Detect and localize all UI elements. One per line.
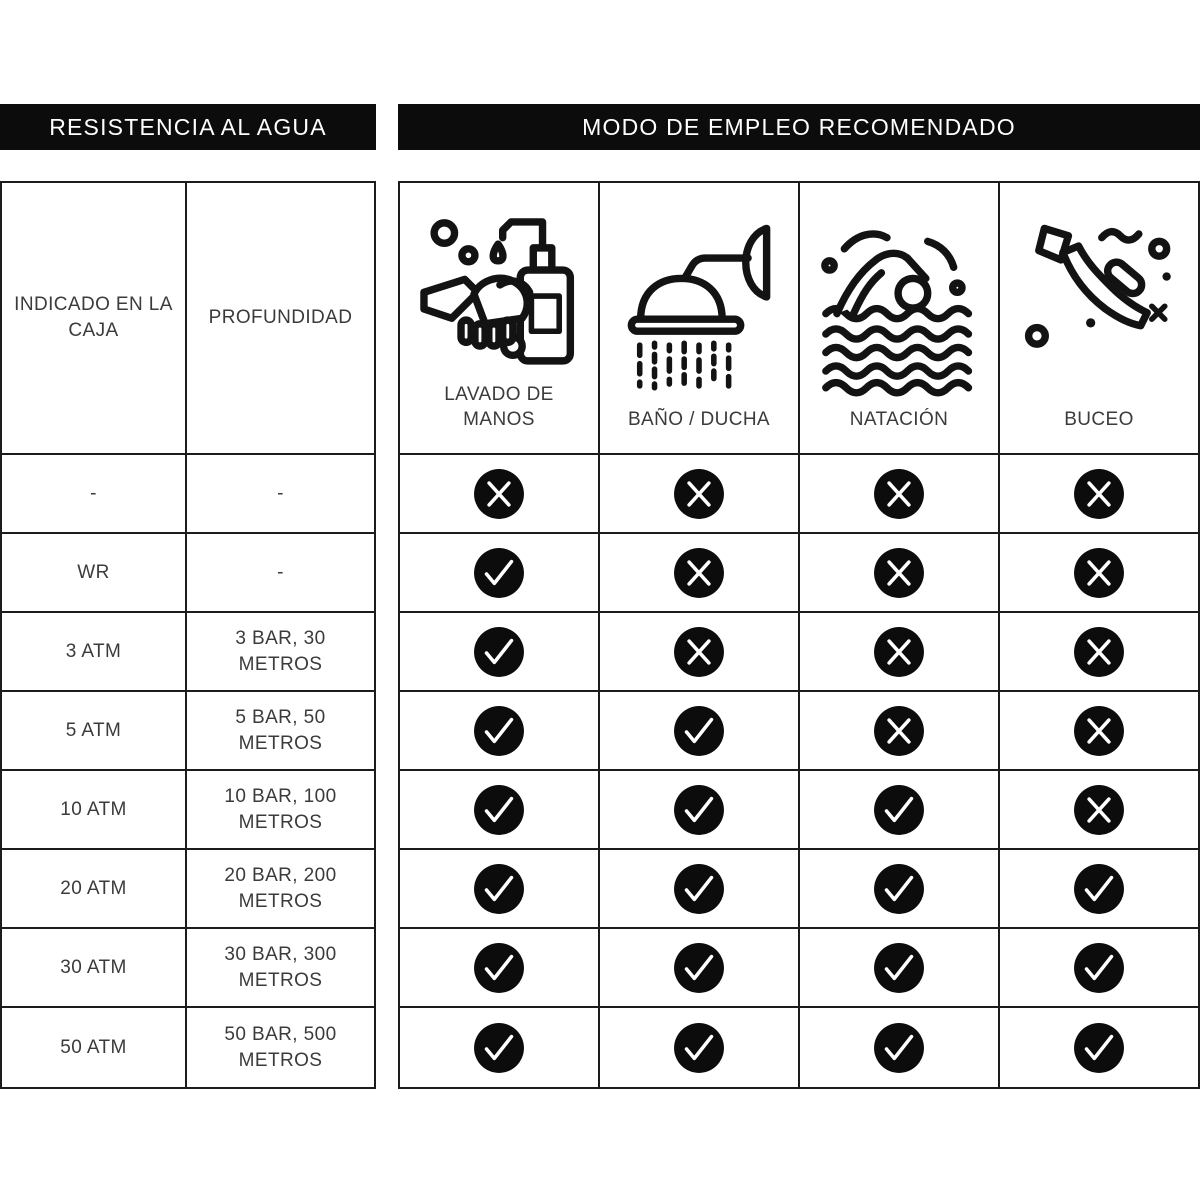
usage-cell [1000, 929, 1198, 1008]
usage-mark [873, 705, 925, 757]
usage-cell [600, 692, 800, 771]
usage-header-row [400, 183, 1198, 455]
usage-mark [673, 626, 725, 678]
usage-cell [800, 850, 1000, 929]
usage-cell [800, 534, 1000, 613]
usage-cell [400, 771, 600, 850]
usage-cell [600, 929, 800, 1008]
caja-value: 30 ATM [2, 929, 187, 1008]
usage-mark [473, 784, 525, 836]
caja-value: 5 ATM [2, 692, 187, 771]
usage-mark [1073, 626, 1125, 678]
usage-mark [873, 1022, 925, 1074]
usage-cell [800, 455, 1000, 534]
usage-mark [873, 547, 925, 599]
table-row [2, 613, 374, 692]
usage-cell [600, 613, 800, 692]
usage-cell [1000, 613, 1198, 692]
icon-label: NATACIÓN [849, 409, 949, 431]
recommended-usage-table [398, 181, 1200, 1089]
usage-mark [873, 784, 925, 836]
usage-mark [673, 547, 725, 599]
usage-mark [673, 1022, 725, 1074]
usage-cell [800, 692, 1000, 771]
caja-value: 3 ATM [2, 613, 187, 692]
usage-mark [1073, 1022, 1125, 1074]
usage-mark [473, 468, 525, 520]
usage-cell [800, 613, 1000, 692]
profundidad-value: 30 BAR, 300 METROS [187, 929, 374, 1008]
usage-cell [600, 771, 800, 850]
usage-mark [1073, 468, 1125, 520]
caja-value: WR [2, 534, 187, 613]
shower-icon [618, 221, 780, 397]
left-title-bar [0, 104, 376, 150]
profundidad-value: 50 BAR, 500 METROS [224, 1023, 337, 1071]
usage-mark [673, 705, 725, 757]
usage-mark [673, 863, 725, 915]
column-header-indicado-en-la-caja: INDICADO EN LA CAJA [2, 183, 187, 455]
usage-cell [1000, 455, 1198, 534]
profundidad-value: 20 BAR, 200 METROS [187, 850, 374, 929]
usage-mark [473, 863, 525, 915]
usage-mark [1073, 705, 1125, 757]
usage-mark [473, 942, 525, 994]
usage-row [400, 455, 1198, 534]
usage-mark [873, 942, 925, 994]
right-title: MODO DE EMPLEO RECOMENDADO [582, 113, 1016, 140]
right-title-bar [398, 104, 1200, 150]
usage-mark [473, 547, 525, 599]
caja-value: 20 ATM [2, 850, 187, 929]
left-title: RESISTENCIA AL AGUA [49, 113, 327, 140]
usage-cell [400, 1008, 600, 1087]
usage-cell [400, 455, 600, 534]
table-header-row [2, 183, 374, 455]
usage-mark [673, 468, 725, 520]
column-header-buceo [1000, 183, 1198, 455]
usage-cell [800, 929, 1000, 1008]
column-header-natacion [800, 183, 1000, 455]
usage-cell [1000, 771, 1198, 850]
usage-mark [873, 626, 925, 678]
usage-cell [400, 692, 600, 771]
usage-cell [1000, 1008, 1198, 1087]
table-row [2, 929, 374, 1008]
water-resistance-table [0, 181, 376, 1089]
usage-row [400, 534, 1198, 613]
profundidad-value: 3 BAR, 30 METROS [187, 613, 374, 692]
caja-value: 50 ATM [2, 1008, 187, 1087]
table-row [2, 1008, 374, 1087]
profundidad-value: - [187, 534, 374, 613]
table-row [2, 850, 374, 929]
usage-mark [473, 1022, 525, 1074]
usage-mark [473, 705, 525, 757]
usage-cell [800, 1008, 1000, 1087]
column-header-profundidad: PROFUNDIDAD [187, 183, 374, 455]
usage-cell [400, 929, 600, 1008]
usage-cell [600, 455, 800, 534]
usage-row [400, 692, 1198, 771]
usage-mark [673, 942, 725, 994]
usage-cell [600, 850, 800, 929]
usage-row [400, 850, 1198, 929]
caja-value: 10 ATM [2, 771, 187, 850]
profundidad-value: - [187, 455, 374, 534]
usage-cell [1000, 850, 1198, 929]
usage-row [400, 1008, 1198, 1087]
usage-cell [400, 613, 600, 692]
diving-icon [1018, 221, 1180, 397]
icon-label: LAVADO DE MANOS [444, 383, 554, 431]
usage-mark [873, 468, 925, 520]
column-header-lavado-de-manos [400, 183, 600, 455]
table-row [2, 771, 374, 850]
usage-cell [1000, 692, 1198, 771]
caja-value: - [2, 455, 187, 534]
usage-row [400, 929, 1198, 1008]
usage-mark [1073, 942, 1125, 994]
usage-mark [873, 863, 925, 915]
usage-mark [1073, 863, 1125, 915]
usage-cell [400, 534, 600, 613]
swimming-icon [818, 221, 980, 397]
column-header-bano-ducha [600, 183, 800, 455]
usage-mark [1073, 547, 1125, 599]
usage-cell [600, 1008, 800, 1087]
handwash-icon [418, 196, 580, 372]
table-row [2, 455, 374, 534]
usage-mark [473, 626, 525, 678]
icon-label: BUCEO [1064, 409, 1134, 431]
usage-cell [400, 850, 600, 929]
table-row [2, 692, 374, 771]
usage-row [400, 613, 1198, 692]
table-row [2, 534, 374, 613]
usage-mark [673, 784, 725, 836]
usage-mark [1073, 784, 1125, 836]
usage-cell [1000, 534, 1198, 613]
usage-cell [800, 771, 1000, 850]
usage-cell [600, 534, 800, 613]
profundidad-value: 10 BAR, 100 METROS [187, 771, 374, 850]
icon-label: BAÑO / DUCHA [627, 409, 771, 431]
usage-row [400, 771, 1198, 850]
profundidad-value: 5 BAR, 50 METROS [187, 692, 374, 771]
